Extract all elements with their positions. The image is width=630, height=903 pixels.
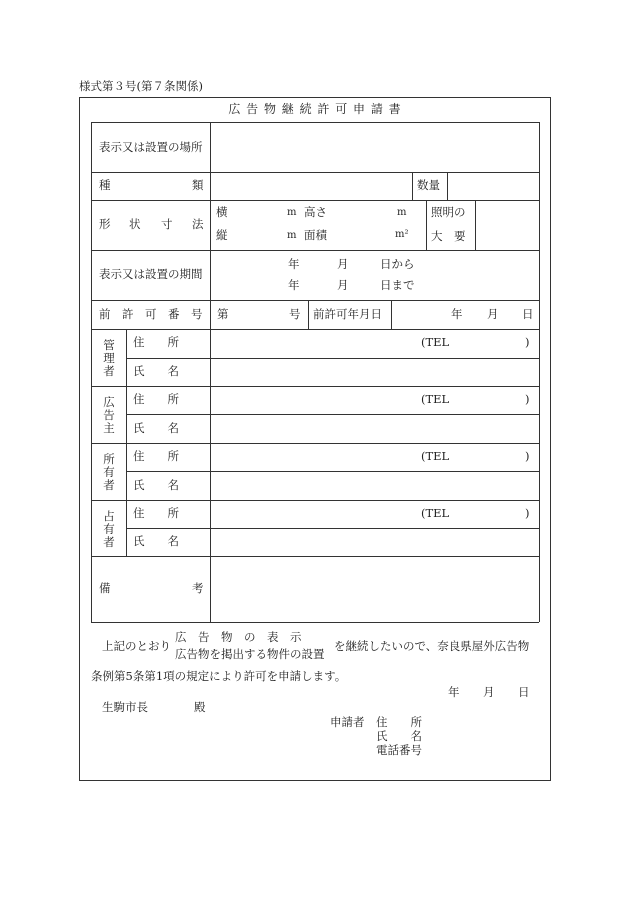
- shape-label-c: 寸: [161, 217, 173, 231]
- party-name: 広告主: [103, 395, 115, 435]
- type-input[interactable]: [211, 173, 411, 199]
- shape-label-b: 状: [129, 217, 141, 231]
- col-line: [412, 172, 413, 200]
- lighting-input[interactable]: [476, 201, 538, 249]
- party-tel-close: ): [525, 392, 530, 406]
- vertical-unit: m: [287, 230, 297, 241]
- statement-line2: 条例第5条第1項の規定により許可を申請します。: [91, 669, 347, 683]
- vertical-label: 縦: [216, 228, 228, 242]
- horizontal-unit: m: [287, 207, 297, 218]
- area-label: 面積: [304, 228, 327, 242]
- row-line: [91, 500, 539, 501]
- application-table: [91, 122, 539, 622]
- date-day: 日: [518, 685, 530, 699]
- party-address-label: 住 所: [133, 449, 179, 463]
- prev-date-month: 月: [487, 307, 499, 321]
- party-tel-label: (TEL: [421, 335, 450, 349]
- applicant-name-label: 氏 名: [376, 729, 422, 743]
- row-line: [126, 471, 539, 472]
- location-label: 表示又は設置の場所: [99, 140, 203, 154]
- addressee-name: 生駒市長: [102, 700, 148, 714]
- table-border-bottom: [91, 622, 539, 623]
- type-label-b: 類: [192, 178, 204, 192]
- applicant-label: 申請者: [330, 715, 365, 729]
- applicant-phone-label: 電話番号: [376, 743, 422, 757]
- row-line: [126, 358, 539, 359]
- party-person-label: 氏 名: [133, 478, 179, 492]
- row-line: [126, 414, 539, 415]
- size-label: 大 要: [431, 229, 466, 243]
- statement-option-top: 広 告 物 の 表 示: [175, 630, 302, 644]
- height-unit: m: [397, 207, 407, 218]
- prev-date-day: 日: [522, 307, 534, 321]
- horizontal-label: 横: [216, 205, 228, 219]
- permit-label: 前 許 可 番 号: [99, 307, 203, 321]
- party-address-label: 住 所: [133, 335, 179, 349]
- shape-label-a: 形: [99, 217, 111, 231]
- period-to-month: 月: [337, 278, 349, 292]
- row-line: [91, 386, 539, 387]
- statement-suffix: を継続したいので、奈良県屋外広告物: [334, 639, 530, 653]
- party-name: 占有者: [103, 509, 115, 549]
- shape-label-d: 法: [192, 217, 204, 231]
- party-person-label: 氏 名: [133, 364, 179, 378]
- row-line: [91, 250, 539, 251]
- row-line: [126, 528, 539, 529]
- party-tel-label: (TEL: [421, 392, 450, 406]
- form-title: 広 告 物 継 続 許 可 申 請 書: [228, 102, 402, 116]
- party-person-label: 氏 名: [133, 534, 179, 548]
- period-label: 表示又は設置の期間: [99, 267, 203, 281]
- party-address-label: 住 所: [133, 506, 179, 520]
- row-line: [91, 300, 539, 301]
- addressee-honorific: 殿: [194, 700, 206, 714]
- party-tel-label: (TEL: [421, 506, 450, 520]
- area-unit: m²: [395, 229, 409, 240]
- col-line: [391, 300, 392, 329]
- col-line: [426, 200, 427, 250]
- remarks-label-a: 備: [99, 581, 111, 595]
- period-to-year: 年: [288, 278, 300, 292]
- period-from-year: 年: [288, 257, 300, 271]
- date-year: 年: [448, 685, 460, 699]
- party-tel-label: (TEL: [421, 449, 450, 463]
- row-line: [91, 443, 539, 444]
- party-person-label: 氏 名: [133, 421, 179, 435]
- row-line: [91, 200, 539, 201]
- height-label: 高さ: [304, 205, 327, 219]
- party-tel-close: ): [525, 449, 530, 463]
- period-from-day: 日から: [380, 257, 415, 271]
- permit-no-prefix: 第: [217, 307, 229, 321]
- party-tel-close: ): [525, 335, 530, 349]
- remarks-label-b: 考: [192, 581, 204, 595]
- type-label-a: 種: [99, 178, 111, 192]
- applicant-address-label: 住 所: [376, 715, 422, 729]
- lighting-label: 照明の: [431, 205, 466, 219]
- date-month: 月: [483, 685, 495, 699]
- party-column-divider: [126, 329, 127, 556]
- col-line: [308, 300, 309, 329]
- row-line: [91, 329, 539, 330]
- table-border-right: [539, 122, 540, 622]
- party-name: 所有者: [103, 452, 115, 492]
- party-address-label: 住 所: [133, 392, 179, 406]
- party-name: 管理者: [103, 338, 115, 378]
- prev-date-year: 年: [451, 307, 463, 321]
- form-label: 様式第３号(第７条関係): [79, 79, 203, 93]
- count-label: 数量: [417, 178, 440, 192]
- location-input[interactable]: [211, 123, 538, 171]
- party-tel-close: ): [525, 506, 530, 520]
- prev-date-label: 前許可年月日: [313, 307, 382, 321]
- count-input[interactable]: [448, 173, 538, 199]
- table-border-left: [91, 122, 92, 622]
- statement-option-bottom: 広告物を掲出する物件の設置: [175, 647, 325, 661]
- period-to-day: 日まで: [380, 278, 415, 292]
- permit-no-suffix: 号: [289, 307, 301, 321]
- remarks-input[interactable]: [211, 557, 538, 621]
- statement-prefix: 上記のとおり: [102, 639, 171, 653]
- period-from-month: 月: [337, 257, 349, 271]
